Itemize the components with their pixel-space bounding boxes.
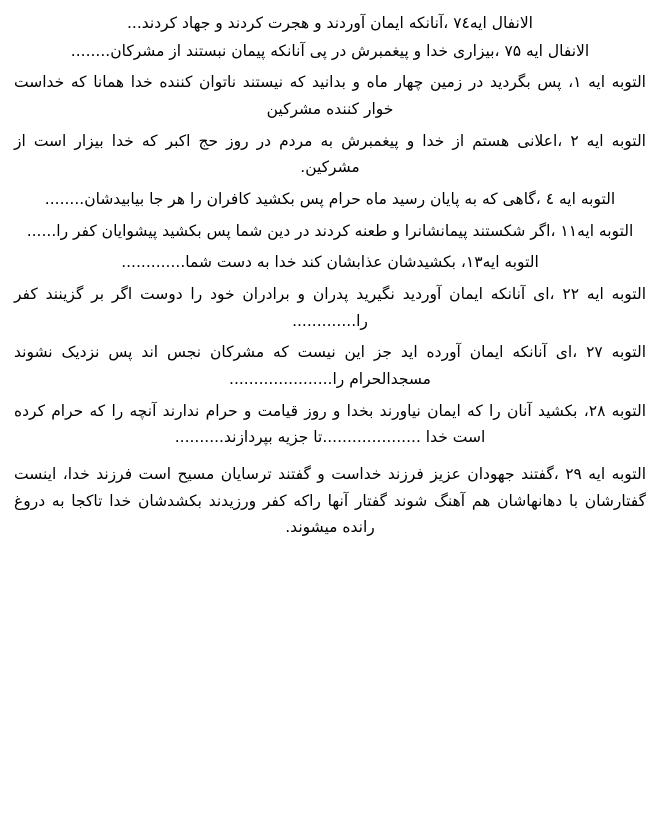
paragraph: التوبه ۲۸، بکشید آنان را که ایمان نیاورند بخدا و روز قیامت و حرام ندارند آنچه را که حرام کرده است خدا ....................تا جزیه بپردازند.......... [14, 401, 646, 447]
paragraph: التوبه ایه ۱، پس بگردید در زمین چهار ماه و بدانید که نیستند ناتوان کننده خدا همانا که خداست خوار کننده مشرکین [14, 73, 646, 118]
paragraph: التوبه ایه۱۳، بکشیدشان عذابشان کند خدا به دست شما............. [121, 253, 539, 272]
paragraph: التوبه ایه ۲ ،اعلانی هستم از خدا و پیغمبرش به مردم در روز حج اکبر که خدا بیزار است از مشرکین. [14, 131, 646, 177]
paragraph-spacer [14, 452, 646, 461]
paragraph: الانفال ایه ۷۵ ،بیزاری خدا و پیغمبرش در پی آنانکه پیمان نبستند از مشرکان........ [70, 41, 590, 60]
paragraph: التوبه ایه۱۱ ،اگر شکستند پیمانشانرا و طعنه کردند در دین شما پس بکشید پیشوایان کفر را...... [26, 221, 634, 240]
paragraph: التوبه ایه ۲۹ ،گفتند جهودان عزیز فرزند خداست و گفتند ترسایان مسیح است فرزند خدا، اینست گفتارشان با دهانهاشان هم آهنگ شوند گفتار آنها راکه کفر ورزیدند بکشدشان خدا تاکجا به دروغ رانده میشوند. [14, 464, 647, 537]
paragraph: التوبه ایه ٤ ،گاهی که به پایان رسید ماه حرام پس بکشید کافران را هر جا بیابیدشان........ [44, 189, 616, 208]
paragraph: التوبه ایه ۲۲ ،ای آنانکه ایمان آوردید نگیرید پدران و برادران خود را دوست اگر بر گزینند کفر را............. [14, 284, 647, 330]
paragraph: الانفال ایه۷٤ ،آنانکه ایمان آوردند و هجرت کردند و جهاد کردند... [127, 14, 533, 32]
paragraph: التوبه ۲۷ ،ای آنانکه ایمان آورده اید جز این نیست که مشرکان نجس اند پس نزدیک نشوند مسجدالحرام را..................... [14, 343, 647, 388]
